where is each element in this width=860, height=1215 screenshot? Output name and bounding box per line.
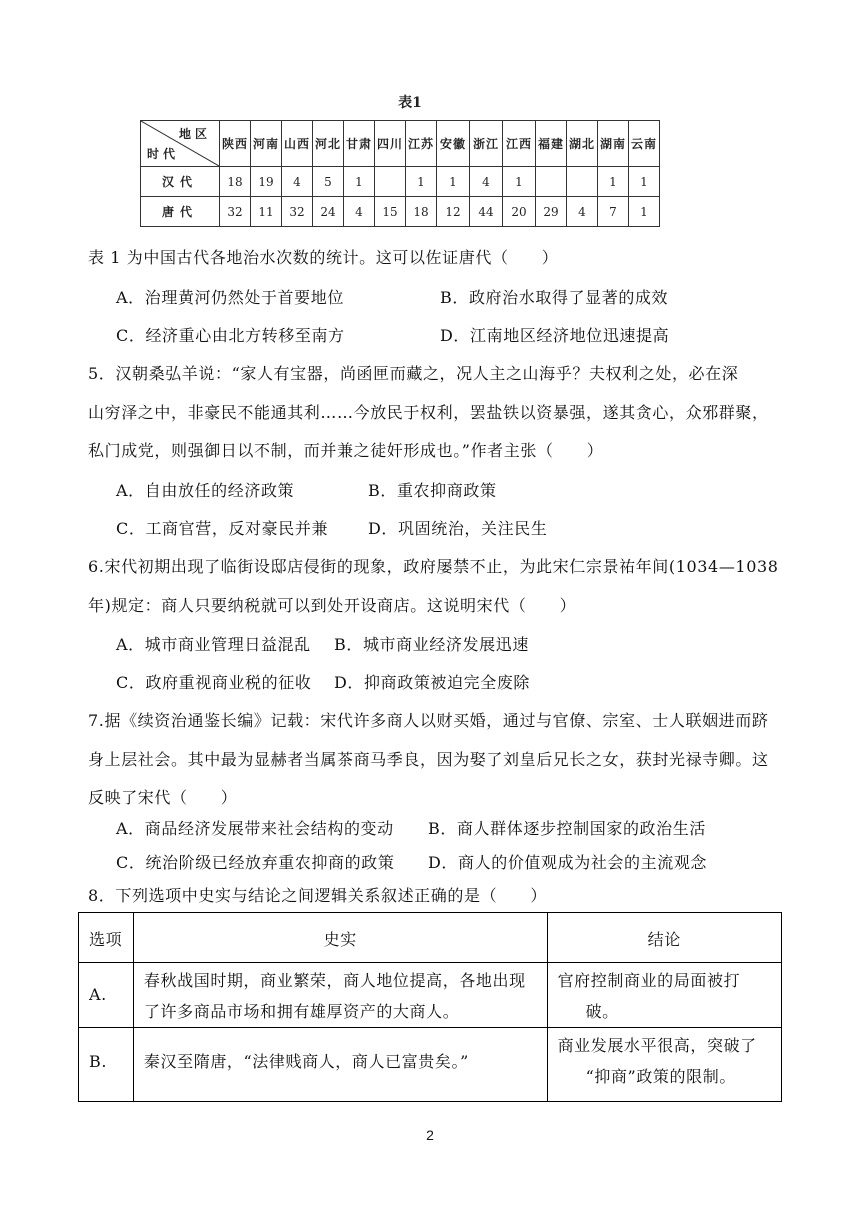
- q4-option-c: C．经济重心由北方转移至南方: [116, 326, 345, 345]
- table1-value-cell: 1: [406, 167, 437, 197]
- table1-region-header: 山西: [282, 121, 313, 167]
- table1-region-header: 湖北: [567, 121, 598, 167]
- q8-row-a-option: A.: [89, 985, 107, 1004]
- q5-line1: 5．汉朝桑弘羊说：“家人有宝器，尚函匣而藏之，况人主之山海乎？夫权利之处，必在深: [88, 364, 739, 383]
- table1-value-cell: 18: [406, 197, 437, 227]
- table1-value-cell: 15: [375, 197, 406, 227]
- table1-value-cell: 4: [567, 197, 598, 227]
- table1-value-cell: 1: [437, 167, 470, 197]
- table1-region-header: 江西: [503, 121, 536, 167]
- table1-region-header: 甘肃: [344, 121, 375, 167]
- table1-region-header: 福建: [536, 121, 567, 167]
- q7-option-a: A．商品经济发展带来社会结构的变动: [116, 819, 394, 838]
- table1-value-cell: 4: [470, 167, 503, 197]
- q6-line2: 年)规定：商人只要纳税就可以到处开设商店。这说明宋代（ ）: [88, 596, 577, 615]
- q5-option-c: C．工商官营，反对豪民并兼: [116, 519, 329, 538]
- table1-value-cell: 4: [282, 167, 313, 197]
- q6-option-b: B．城市商业经济发展迅速: [334, 635, 529, 654]
- q8-stem: 8．下列选项中史实与结论之间逻辑关系叙述正确的是（ ）: [88, 886, 547, 905]
- q4-option-a: A．治理黄河仍然处于首要地位: [116, 288, 344, 307]
- table1-value-cell: 29: [536, 197, 567, 227]
- table1: [140, 120, 660, 227]
- q8-row-a-fact-line2: 了许多商品市场和拥有雄厚资产的大商人。: [143, 1002, 460, 1021]
- q8-row-b-conclusion-line1: 商业发展水平很高，突破了: [557, 1036, 757, 1055]
- table1-value-cell: 19: [251, 167, 282, 197]
- table1-value-cell: 5: [313, 167, 344, 197]
- table1-region-header: 江苏: [406, 121, 437, 167]
- table1-value-cell: 44: [470, 197, 503, 227]
- q8-table: [78, 912, 782, 1102]
- q5-option-a: A．自由放任的经济政策: [116, 481, 295, 500]
- table1-value-cell: 24: [313, 197, 344, 227]
- table1-value-cell: [375, 167, 406, 197]
- q7-option-d: D．商人的价值观成为社会的主流观念: [428, 853, 708, 872]
- q4-option-d: D．江南地区经济地位迅速提高: [440, 326, 670, 345]
- table1-value-cell: 12: [437, 197, 470, 227]
- q8-row-b-option: B.: [89, 1052, 108, 1071]
- table1-corner-cell: [141, 121, 220, 167]
- q8-header-conclusion: 结论: [547, 913, 781, 963]
- table1-era-tang: 唐代: [141, 197, 220, 227]
- table1-corner-region: 地区: [178, 127, 211, 141]
- q8-row-b-fact-line1: 秦汉至隋唐，“法律贱商人，商人已富贵矣。”: [143, 1052, 469, 1071]
- table1-region-header: 浙江: [470, 121, 503, 167]
- table1-region-header: 河北: [313, 121, 344, 167]
- q6-option-c: C．政府重视商业税的征收: [116, 673, 312, 692]
- table1-value-cell: 11: [251, 197, 282, 227]
- table1-corner-era: 时代: [147, 147, 180, 161]
- table1-value-cell: 20: [503, 197, 536, 227]
- q7-option-c: C．统治阶级已经放弃重农抑商的政策: [116, 853, 395, 872]
- table1-region-header: 河南: [251, 121, 282, 167]
- q5-line3: 私门成党，则强御日以不制，而并兼之徒奸形成也。”作者主张（ ）: [88, 441, 604, 460]
- table1-region-header: 云南: [629, 121, 660, 167]
- table1-title: 表1: [398, 95, 422, 111]
- q6-option-a: A．城市商业管理日益混乱: [116, 635, 311, 654]
- table1-region-header: 湖南: [598, 121, 629, 167]
- table1-era-han: 汉代: [141, 167, 220, 197]
- q8-row-a-fact-line1: 春秋战国时期，商业繁荣，商人地位提高，各地出现: [143, 971, 526, 990]
- q7-line3: 反映了宋代（ ）: [88, 788, 238, 807]
- table1-value-cell: 1: [629, 167, 660, 197]
- table1-region-header: 安徽: [437, 121, 470, 167]
- q5-option-b: B．重农抑商政策: [368, 481, 497, 500]
- q5-option-d: D．巩固统治，关注民生: [368, 519, 548, 538]
- q7-line1: 7.据《续资治通鉴长编》记载：宋代许多商人以财买婚，通过与官僚、宗室、士人联姻进而跻: [88, 711, 769, 730]
- table1-value-cell: 1: [503, 167, 536, 197]
- table1-value-cell: 4: [344, 197, 375, 227]
- table1-value-cell: [567, 167, 598, 197]
- q8-header-option: 选项: [79, 913, 134, 963]
- table1-value-cell: 32: [220, 197, 251, 227]
- table1-value-cell: 1: [598, 167, 629, 197]
- q7-line2: 身上层社会。其中最为显赫者当属茶商马季良，因为娶了刘皇后兄长之女，获封光禄寺卿。这: [88, 750, 769, 769]
- table1-region-header: 陕西: [220, 121, 251, 167]
- q8-header-fact: 史实: [133, 913, 547, 963]
- table1-value-cell: 32: [282, 197, 313, 227]
- q7-option-b: B．商人群体逐步控制国家的政治生活: [428, 819, 706, 838]
- table1-value-cell: 1: [344, 167, 375, 197]
- table1-value-cell: 18: [220, 167, 251, 197]
- table1-value-cell: 1: [629, 197, 660, 227]
- q8-row-b-conclusion-line2: “抑商”政策的限制。: [585, 1067, 736, 1086]
- table1-value-cell: 7: [598, 197, 629, 227]
- table1-region-header: 四川: [375, 121, 406, 167]
- table1-value-cell: [536, 167, 567, 197]
- q8-row-a-conclusion-line1: 官府控制商业的局面被打: [557, 971, 741, 990]
- q6-line1: 6.宋代初期出现了临街设邸店侵街的现象，政府屡禁不止，为此宋仁宗景祐年间(1034—1038: [88, 557, 779, 576]
- q8-row-a-conclusion-line2: 破。: [585, 1002, 619, 1021]
- q4-option-b: B．政府治水取得了显著的成效: [440, 288, 669, 307]
- q5-line2: 山穷泽之中，非豪民不能通其利……今放民于权利，罢盐铁以资暴强，遂其贪心，众邪群聚，: [88, 403, 769, 422]
- q6-option-d: D．抑商政策被迫完全废除: [334, 673, 531, 692]
- page-number: 2: [426, 1127, 434, 1143]
- q4-stem: 表 1 为中国古代各地治水次数的统计。这可以佐证唐代（ ）: [88, 248, 559, 267]
